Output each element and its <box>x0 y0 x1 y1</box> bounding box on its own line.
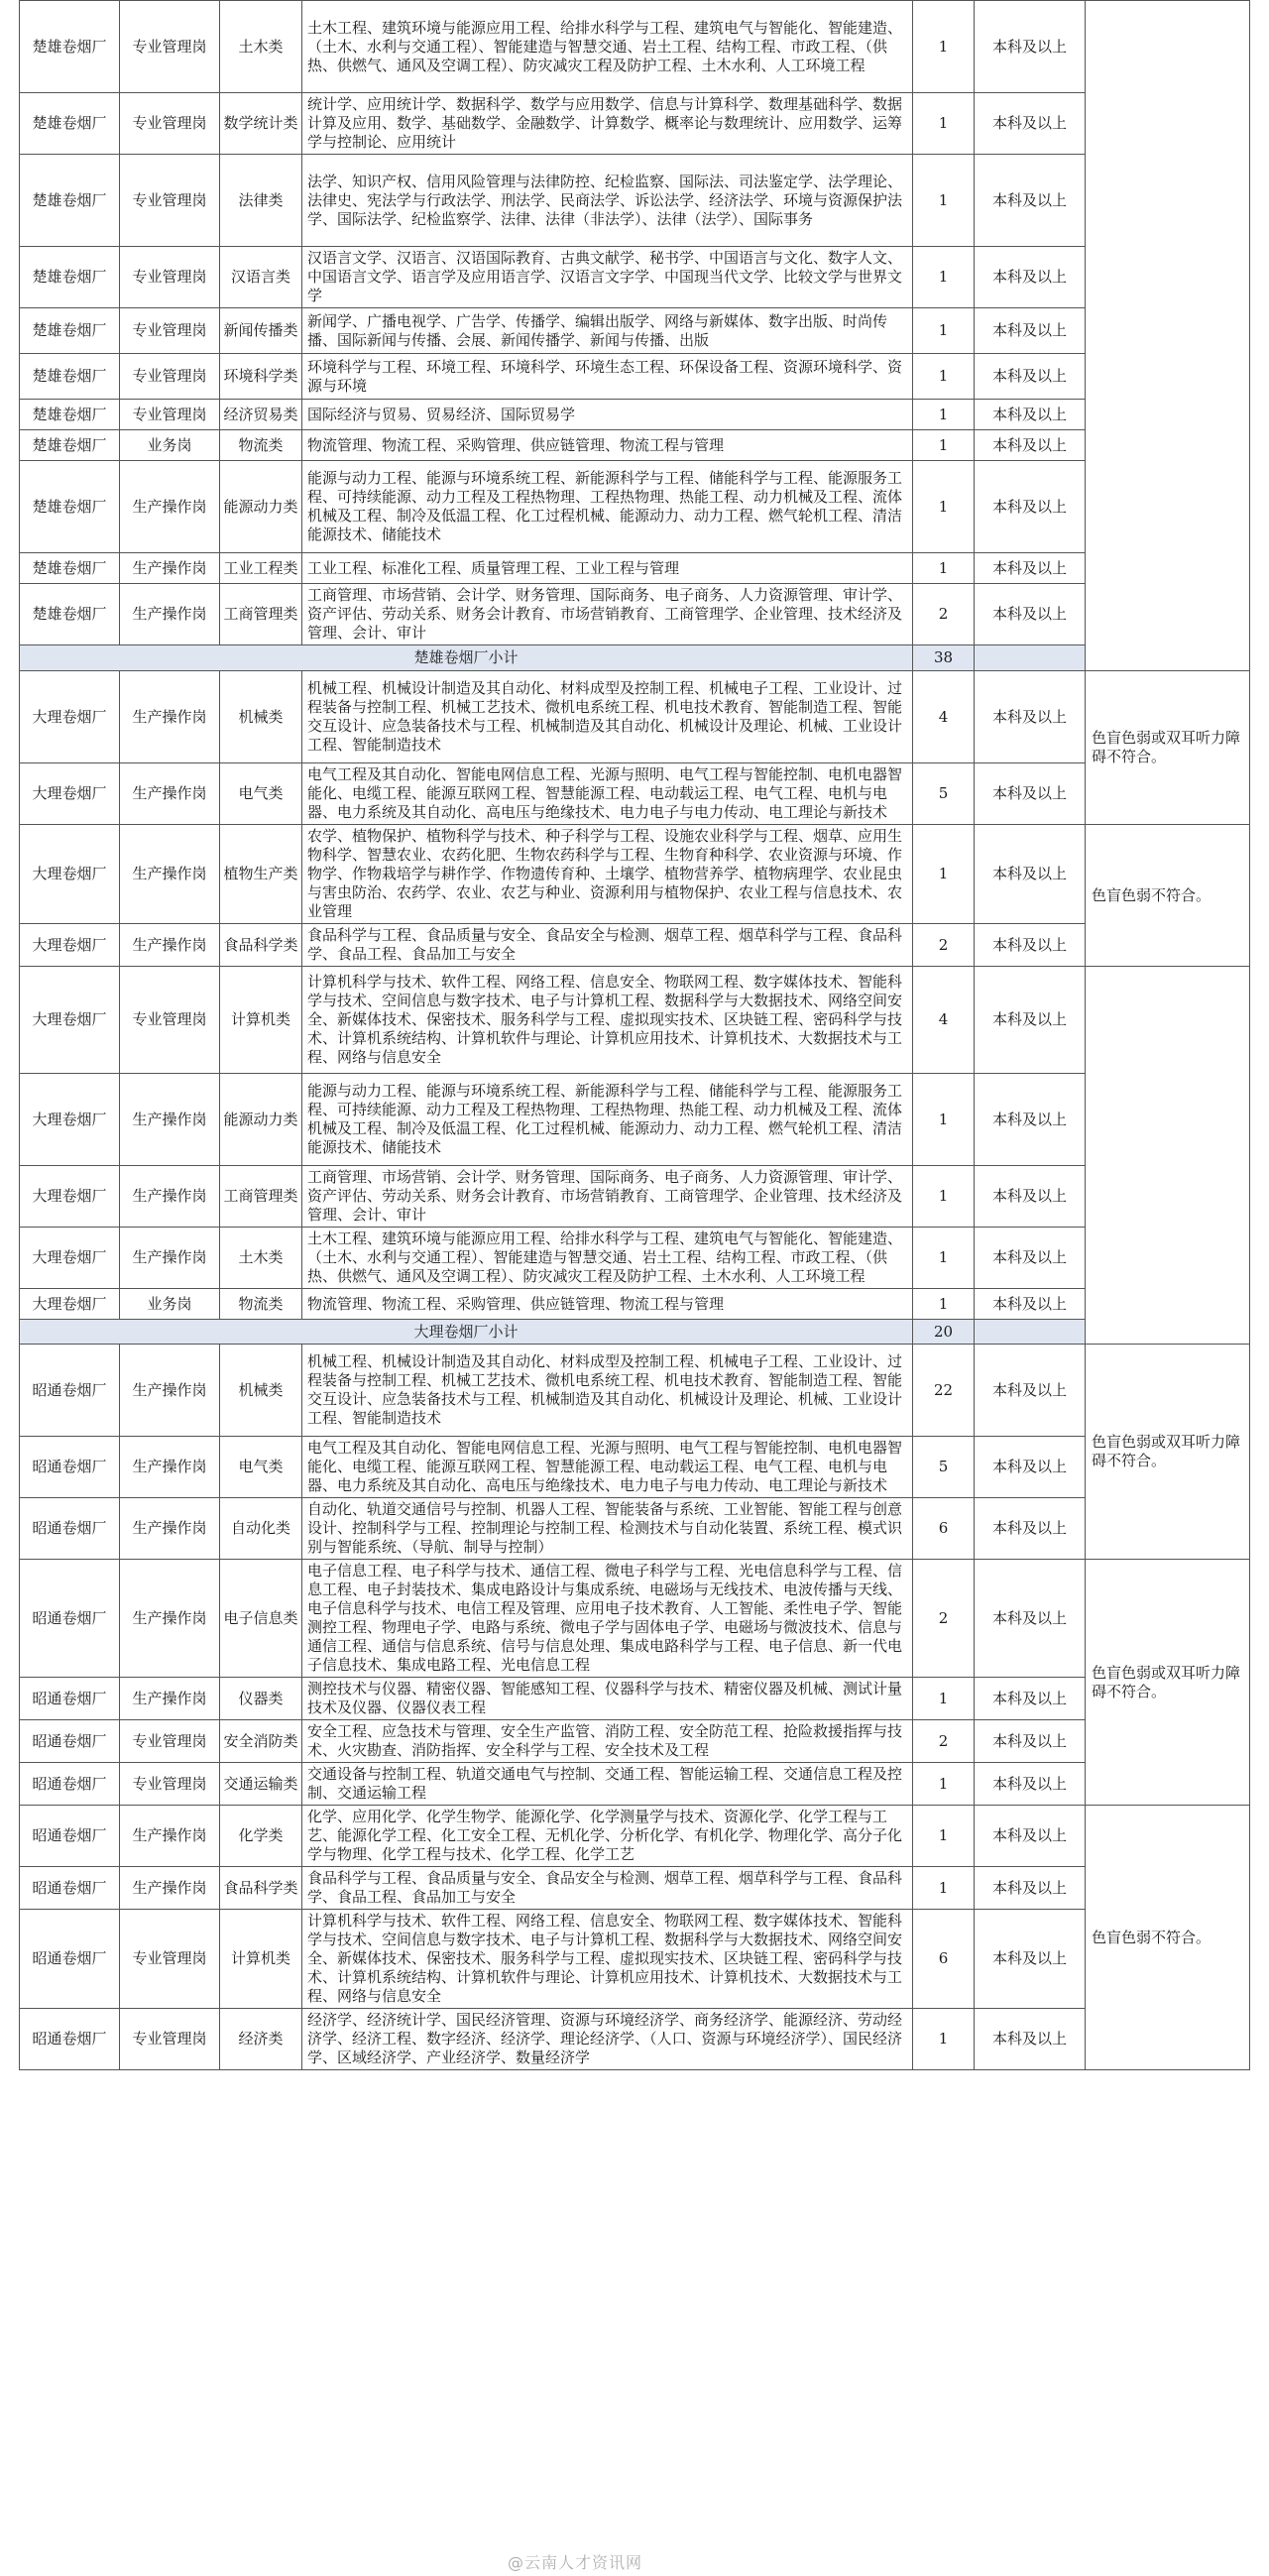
majors-cell: 能源与动力工程、能源与环境系统工程、新能源科学与工程、储能科学与工程、能源服务工程、可持续能源、动力工程及工程热物理、工程热物理、热能工程、动力机械及工程、流体机械及工程、制冷及低温工程、化工过程机械、能源动力、动力工程、燃气轮机工程、清洁能源技术、储能技术 <box>302 1074 913 1166</box>
category-cell: 植物生产类 <box>220 825 302 924</box>
notes-cell: 色盲色弱不符合。 <box>1086 825 1250 967</box>
category-cell: 汉语言类 <box>220 247 302 308</box>
headcount-cell: 5 <box>913 763 975 825</box>
headcount-cell: 2 <box>913 584 975 645</box>
unit-cell: 楚雄卷烟厂 <box>20 1 120 93</box>
table-row <box>20 763 1250 825</box>
headcount-cell: 1 <box>913 93 975 155</box>
recruitment-table-sheet <box>19 0 1249 2070</box>
category-cell: 电气类 <box>220 763 302 825</box>
majors-cell: 农学、植物保护、植物科学与技术、种子科学与工程、设施农业科学与工程、烟草、应用生物科学、智慧农业、农药化肥、生物农药科学与工程、生物育种科学、农业资源与环境、作物学、作物栽培学与耕作学、作物遗传育种、土壤学、植物营养学、植物病理学、农业昆虫与害虫防治、农药学、农业、农艺与种业、资源利用与植物保护、农业工程与信息技术、农业管理 <box>302 825 913 924</box>
subtotal-empty-cell <box>975 1320 1086 1345</box>
unit-cell: 昭通卷烟厂 <box>20 1806 120 1867</box>
headcount-cell: 4 <box>913 967 975 1074</box>
education-cell: 本科及以上 <box>975 967 1086 1074</box>
majors-cell: 统计学、应用统计学、数据科学、数学与应用数学、信息与计算科学、数理基础科学、数据计算及应用、数学、基础数学、金融数学、计算数学、概率论与数理统计、应用数学、运筹学与控制论、应用统计 <box>302 93 913 155</box>
post-cell: 专业管理岗 <box>120 1763 220 1806</box>
post-cell: 生产操作岗 <box>120 1560 220 1678</box>
majors-cell: 物流管理、物流工程、采购管理、供应链管理、物流工程与管理 <box>302 430 913 461</box>
education-cell: 本科及以上 <box>975 461 1086 553</box>
category-cell: 环境科学类 <box>220 354 302 400</box>
unit-cell: 昭通卷烟厂 <box>20 1867 120 1910</box>
category-cell: 物流类 <box>220 1289 302 1320</box>
unit-cell: 楚雄卷烟厂 <box>20 155 120 247</box>
post-cell: 专业管理岗 <box>120 1720 220 1763</box>
notes-cell <box>1086 1 1250 671</box>
table-row <box>20 1166 1250 1228</box>
subtotal-label: 大理卷烟厂小计 <box>20 1320 913 1345</box>
headcount-cell: 4 <box>913 671 975 763</box>
category-cell: 物流类 <box>220 430 302 461</box>
notes-cell: 色盲色弱或双耳听力障碍不符合。 <box>1086 671 1250 825</box>
post-cell: 专业管理岗 <box>120 247 220 308</box>
majors-cell: 计算机科学与技术、软件工程、网络工程、信息安全、物联网工程、数字媒体技术、智能科学与技术、空间信息与数字技术、电子与计算机工程、数据科学与大数据技术、网络空间安全、新媒体技术、保密技术、服务科学与工程、虚拟现实技术、区块链工程、密码科学与技术、计算机系统结构、计算机软件与理论、计算机应用技术、计算机技术、大数据技术与工程、网络与信息安全 <box>302 1910 913 2009</box>
notes-cell: 色盲色弱或双耳听力障碍不符合。 <box>1086 1345 1250 1560</box>
majors-cell: 工业工程、标准化工程、质量管理工程、工业工程与管理 <box>302 553 913 584</box>
education-cell: 本科及以上 <box>975 430 1086 461</box>
education-cell: 本科及以上 <box>975 354 1086 400</box>
unit-cell: 昭通卷烟厂 <box>20 1910 120 2009</box>
category-cell: 计算机类 <box>220 967 302 1074</box>
education-cell: 本科及以上 <box>975 1228 1086 1289</box>
post-cell: 专业管理岗 <box>120 967 220 1074</box>
recruitment-table <box>19 0 1250 2070</box>
headcount-cell: 6 <box>913 1498 975 1560</box>
majors-cell: 环境科学与工程、环境工程、环境科学、环境生态工程、环保设备工程、资源环境科学、资源与环境 <box>302 354 913 400</box>
headcount-cell: 1 <box>913 1763 975 1806</box>
recruitment-table-body <box>20 1 1250 2070</box>
subtotal-label: 楚雄卷烟厂小计 <box>20 645 913 671</box>
table-row <box>20 308 1250 354</box>
watermark-text: @云南人才资讯网 <box>508 2553 643 2572</box>
post-cell: 生产操作岗 <box>120 671 220 763</box>
headcount-cell: 1 <box>913 354 975 400</box>
education-cell: 本科及以上 <box>975 247 1086 308</box>
majors-cell: 食品科学与工程、食品质量与安全、食品安全与检测、烟草工程、烟草科学与工程、食品科学、食品工程、食品加工与安全 <box>302 924 913 967</box>
unit-cell: 大理卷烟厂 <box>20 1166 120 1228</box>
education-cell: 本科及以上 <box>975 1763 1086 1806</box>
education-cell: 本科及以上 <box>975 1345 1086 1437</box>
education-cell: 本科及以上 <box>975 1910 1086 2009</box>
headcount-cell: 1 <box>913 825 975 924</box>
table-row <box>20 967 1250 1074</box>
category-cell: 数学统计类 <box>220 93 302 155</box>
table-row <box>20 1678 1250 1720</box>
table-row <box>20 1289 1250 1320</box>
education-cell: 本科及以上 <box>975 924 1086 967</box>
majors-cell: 自动化、轨道交通信号与控制、机器人工程、智能装备与系统、工业智能、智能工程与创意设计、控制科学与工程、控制理论与控制工程、检测技术与自动化装置、系统工程、模式识别与智能系统、（导航、制导与控制） <box>302 1498 913 1560</box>
majors-cell: 食品科学与工程、食品质量与安全、食品安全与检测、烟草工程、烟草科学与工程、食品科学、食品工程、食品加工与安全 <box>302 1867 913 1910</box>
headcount-cell: 1 <box>913 1166 975 1228</box>
education-cell: 本科及以上 <box>975 1289 1086 1320</box>
education-cell: 本科及以上 <box>975 93 1086 155</box>
table-row <box>20 400 1250 430</box>
majors-cell: 土木工程、建筑环境与能源应用工程、给排水科学与工程、建筑电气与智能化、智能建造、（土木、水利与交通工程）、智能建造与智慧交通、岩土工程、结构工程、市政工程、（供热、供燃气、通风及空调工程）、防灾减灾工程及防护工程、土木水利、人工环境工程 <box>302 1 913 93</box>
majors-cell: 物流管理、物流工程、采购管理、供应链管理、物流工程与管理 <box>302 1289 913 1320</box>
education-cell: 本科及以上 <box>975 308 1086 354</box>
headcount-cell: 1 <box>913 1228 975 1289</box>
subtotal-empty-cell <box>975 645 1086 671</box>
post-cell: 生产操作岗 <box>120 1867 220 1910</box>
education-cell: 本科及以上 <box>975 1560 1086 1678</box>
category-cell: 经济类 <box>220 2009 302 2070</box>
post-cell: 生产操作岗 <box>120 1228 220 1289</box>
post-cell: 专业管理岗 <box>120 1 220 93</box>
education-cell: 本科及以上 <box>975 155 1086 247</box>
education-cell: 本科及以上 <box>975 671 1086 763</box>
category-cell: 仪器类 <box>220 1678 302 1720</box>
unit-cell: 楚雄卷烟厂 <box>20 247 120 308</box>
post-cell: 生产操作岗 <box>120 1437 220 1498</box>
table-row <box>20 1806 1250 1867</box>
subtotal-count: 38 <box>913 645 975 671</box>
subtotal-row <box>20 1320 1250 1345</box>
subtotal-row <box>20 645 1250 671</box>
headcount-cell: 2 <box>913 1720 975 1763</box>
unit-cell: 楚雄卷烟厂 <box>20 553 120 584</box>
headcount-cell: 1 <box>913 1806 975 1867</box>
post-cell: 专业管理岗 <box>120 308 220 354</box>
category-cell: 工商管理类 <box>220 584 302 645</box>
table-row <box>20 825 1250 924</box>
headcount-cell: 2 <box>913 1560 975 1678</box>
headcount-cell: 1 <box>913 247 975 308</box>
unit-cell: 昭通卷烟厂 <box>20 1560 120 1678</box>
unit-cell: 大理卷烟厂 <box>20 1289 120 1320</box>
category-cell: 土木类 <box>220 1 302 93</box>
category-cell: 计算机类 <box>220 1910 302 2009</box>
education-cell: 本科及以上 <box>975 763 1086 825</box>
category-cell: 工业工程类 <box>220 553 302 584</box>
table-row <box>20 1910 1250 2009</box>
education-cell: 本科及以上 <box>975 1437 1086 1498</box>
category-cell: 能源动力类 <box>220 1074 302 1166</box>
table-row <box>20 1345 1250 1437</box>
post-cell: 专业管理岗 <box>120 354 220 400</box>
table-row <box>20 430 1250 461</box>
unit-cell: 大理卷烟厂 <box>20 1074 120 1166</box>
education-cell: 本科及以上 <box>975 2009 1086 2070</box>
category-cell: 新闻传播类 <box>220 308 302 354</box>
table-row <box>20 553 1250 584</box>
post-cell: 生产操作岗 <box>120 1678 220 1720</box>
unit-cell: 昭通卷烟厂 <box>20 1678 120 1720</box>
unit-cell: 大理卷烟厂 <box>20 924 120 967</box>
table-row <box>20 461 1250 553</box>
education-cell: 本科及以上 <box>975 1498 1086 1560</box>
unit-cell: 楚雄卷烟厂 <box>20 354 120 400</box>
post-cell: 生产操作岗 <box>120 461 220 553</box>
post-cell: 生产操作岗 <box>120 924 220 967</box>
headcount-cell: 1 <box>913 2009 975 2070</box>
headcount-cell: 1 <box>913 1678 975 1720</box>
majors-cell: 测控技术与仪器、精密仪器、智能感知工程、仪器科学与技术、精密仪器及机械、测试计量技术及仪器、仪器仪表工程 <box>302 1678 913 1720</box>
post-cell: 专业管理岗 <box>120 400 220 430</box>
unit-cell: 大理卷烟厂 <box>20 967 120 1074</box>
post-cell: 专业管理岗 <box>120 93 220 155</box>
table-row <box>20 1 1250 93</box>
majors-cell: 汉语言文学、汉语言、汉语国际教育、古典文献学、秘书学、中国语言与文化、数字人文、中国语言文学、语言学及应用语言学、汉语言文字学、中国现当代文学、比较文学与世界文学 <box>302 247 913 308</box>
post-cell: 生产操作岗 <box>120 1498 220 1560</box>
category-cell: 机械类 <box>220 1345 302 1437</box>
unit-cell: 楚雄卷烟厂 <box>20 93 120 155</box>
post-cell: 生产操作岗 <box>120 584 220 645</box>
unit-cell: 楚雄卷烟厂 <box>20 584 120 645</box>
post-cell: 生产操作岗 <box>120 825 220 924</box>
education-cell: 本科及以上 <box>975 1806 1086 1867</box>
education-cell: 本科及以上 <box>975 584 1086 645</box>
notes-cell: 色盲色弱或双耳听力障碍不符合。 <box>1086 1560 1250 1806</box>
headcount-cell: 22 <box>913 1345 975 1437</box>
majors-cell: 机械工程、机械设计制造及其自动化、材料成型及控制工程、机械电子工程、工业设计、过程装备与控制工程、机械工艺技术、微机电系统工程、机电技术教育、智能制造工程、智能交互设计、应急装备技术与工程、机械制造及其自动化、机械设计及理论、机械、工业设计工程、智能制造技术 <box>302 1345 913 1437</box>
headcount-cell: 1 <box>913 553 975 584</box>
education-cell: 本科及以上 <box>975 1720 1086 1763</box>
category-cell: 电子信息类 <box>220 1560 302 1678</box>
post-cell: 业务岗 <box>120 1289 220 1320</box>
category-cell: 安全消防类 <box>220 1720 302 1763</box>
majors-cell: 电子信息工程、电子科学与技术、通信工程、微电子科学与工程、光电信息科学与工程、信息工程、电子封装技术、集成电路设计与集成系统、电磁场与无线技术、电波传播与天线、电子信息科学与技术、电信工程及管理、应用电子技术教育、人工智能、柔性电子学、智能测控工程、物理电子学、电路与系统、微电子学与固体电子学、电磁场与微波技术、信息与通信工程、通信与信息系统、信号与信息处理、集成电路科学与工程、电子信息、新一代电子信息技术、集成电路工程、光电信息工程 <box>302 1560 913 1678</box>
unit-cell: 昭通卷烟厂 <box>20 1498 120 1560</box>
category-cell: 能源动力类 <box>220 461 302 553</box>
education-cell: 本科及以上 <box>975 825 1086 924</box>
category-cell: 电气类 <box>220 1437 302 1498</box>
headcount-cell: 1 <box>913 155 975 247</box>
table-row <box>20 1437 1250 1498</box>
education-cell: 本科及以上 <box>975 1867 1086 1910</box>
majors-cell: 国际经济与贸易、贸易经济、国际贸易学 <box>302 400 913 430</box>
unit-cell: 昭通卷烟厂 <box>20 1345 120 1437</box>
category-cell: 化学类 <box>220 1806 302 1867</box>
post-cell: 生产操作岗 <box>120 1345 220 1437</box>
unit-cell: 大理卷烟厂 <box>20 1228 120 1289</box>
notes-cell: 色盲色弱不符合。 <box>1086 1806 1250 2070</box>
post-cell: 生产操作岗 <box>120 553 220 584</box>
headcount-cell: 1 <box>913 1074 975 1166</box>
category-cell: 土木类 <box>220 1228 302 1289</box>
table-row <box>20 1228 1250 1289</box>
majors-cell: 安全工程、应急技术与管理、安全生产监管、消防工程、安全防范工程、抢险救援指挥与技术、火灾勘查、消防指挥、安全科学与工程、安全技术及工程 <box>302 1720 913 1763</box>
table-row <box>20 671 1250 763</box>
category-cell: 食品科学类 <box>220 924 302 967</box>
category-cell: 工商管理类 <box>220 1166 302 1228</box>
majors-cell: 电气工程及其自动化、智能电网信息工程、光源与照明、电气工程与智能控制、电机电器智能化、电缆工程、能源互联网工程、智慧能源工程、电动载运工程、电气工程、电机与电器、电力系统及其自动化、高电压与绝缘技术、电力电子与电力传动、电工理论与新技术 <box>302 763 913 825</box>
headcount-cell: 5 <box>913 1437 975 1498</box>
headcount-cell: 1 <box>913 400 975 430</box>
unit-cell: 大理卷烟厂 <box>20 825 120 924</box>
table-row <box>20 2009 1250 2070</box>
unit-cell: 楚雄卷烟厂 <box>20 308 120 354</box>
unit-cell: 楚雄卷烟厂 <box>20 461 120 553</box>
category-cell: 交通运输类 <box>220 1763 302 1806</box>
category-cell: 法律类 <box>220 155 302 247</box>
post-cell: 业务岗 <box>120 430 220 461</box>
majors-cell: 工商管理、市场营销、会计学、财务管理、国际商务、电子商务、人力资源管理、审计学、资产评估、劳动关系、财务会计教育、市场营销教育、工商管理学、企业管理、技术经济及管理、会计、审计 <box>302 584 913 645</box>
category-cell: 食品科学类 <box>220 1867 302 1910</box>
table-row <box>20 1867 1250 1910</box>
table-row <box>20 247 1250 308</box>
majors-cell: 经济学、经济统计学、国民经济管理、资源与环境经济学、商务经济学、能源经济、劳动经济学、经济工程、数字经济、经济学、理论经济学、（人口、资源与环境经济学）、国民经济学、区域经济学、产业经济学、数量经济学 <box>302 2009 913 2070</box>
post-cell: 生产操作岗 <box>120 1166 220 1228</box>
majors-cell: 法学、知识产权、信用风险管理与法律防控、纪检监察、国际法、司法鉴定学、法学理论、法律史、宪法学与行政法学、刑法学、民商法学、诉讼法学、经济法学、环境与资源保护法学、国际法学、纪检监察学、法律、法律（非法学）、法律（法学）、国际事务 <box>302 155 913 247</box>
unit-cell: 昭通卷烟厂 <box>20 1720 120 1763</box>
unit-cell: 楚雄卷烟厂 <box>20 400 120 430</box>
table-row <box>20 1720 1250 1763</box>
education-cell: 本科及以上 <box>975 1166 1086 1228</box>
headcount-cell: 1 <box>913 461 975 553</box>
unit-cell: 昭通卷烟厂 <box>20 2009 120 2070</box>
table-row <box>20 1560 1250 1678</box>
category-cell: 自动化类 <box>220 1498 302 1560</box>
headcount-cell: 1 <box>913 430 975 461</box>
table-row <box>20 1498 1250 1560</box>
unit-cell: 昭通卷烟厂 <box>20 1763 120 1806</box>
headcount-cell: 1 <box>913 1 975 93</box>
subtotal-count: 20 <box>913 1320 975 1345</box>
post-cell: 专业管理岗 <box>120 1910 220 2009</box>
post-cell: 专业管理岗 <box>120 155 220 247</box>
majors-cell: 机械工程、机械设计制造及其自动化、材料成型及控制工程、机械电子工程、工业设计、过程装备与控制工程、机械工艺技术、微机电系统工程、机电技术教育、智能制造工程、智能交互设计、应急装备技术与工程、机械制造及其自动化、机械设计及理论、机械、工业设计工程、智能制造技术 <box>302 671 913 763</box>
education-cell: 本科及以上 <box>975 1678 1086 1720</box>
category-cell: 经济贸易类 <box>220 400 302 430</box>
headcount-cell: 2 <box>913 924 975 967</box>
majors-cell: 电气工程及其自动化、智能电网信息工程、光源与照明、电气工程与智能控制、电机电器智能化、电缆工程、能源互联网工程、智慧能源工程、电动载运工程、电气工程、电机与电器、电力系统及其自动化、高电压与绝缘技术、电力电子与电力传动、电工理论与新技术 <box>302 1437 913 1498</box>
table-row <box>20 584 1250 645</box>
unit-cell: 大理卷烟厂 <box>20 671 120 763</box>
education-cell: 本科及以上 <box>975 553 1086 584</box>
post-cell: 生产操作岗 <box>120 1806 220 1867</box>
headcount-cell: 6 <box>913 1910 975 2009</box>
headcount-cell: 1 <box>913 1867 975 1910</box>
headcount-cell: 1 <box>913 1289 975 1320</box>
post-cell: 生产操作岗 <box>120 763 220 825</box>
education-cell: 本科及以上 <box>975 1074 1086 1166</box>
majors-cell: 能源与动力工程、能源与环境系统工程、新能源科学与工程、储能科学与工程、能源服务工程、可持续能源、动力工程及工程热物理、工程热物理、热能工程、动力机械及工程、流体机械及工程、制冷及低温工程、化工过程机械、能源动力、动力工程、燃气轮机工程、清洁能源技术、储能技术 <box>302 461 913 553</box>
table-row <box>20 155 1250 247</box>
education-cell: 本科及以上 <box>975 1 1086 93</box>
table-row <box>20 924 1250 967</box>
majors-cell: 计算机科学与技术、软件工程、网络工程、信息安全、物联网工程、数字媒体技术、智能科学与技术、空间信息与数字技术、电子与计算机工程、数据科学与大数据技术、网络空间安全、新媒体技术、保密技术、服务科学与工程、虚拟现实技术、区块链工程、密码科学与技术、计算机系统结构、计算机软件与理论、计算机应用技术、计算机技术、大数据技术与工程、网络与信息安全 <box>302 967 913 1074</box>
majors-cell: 新闻学、广播电视学、广告学、传播学、编辑出版学、网络与新媒体、数字出版、时尚传播、国际新闻与传播、会展、新闻传播学、新闻与传播、出版 <box>302 308 913 354</box>
category-cell: 机械类 <box>220 671 302 763</box>
unit-cell: 楚雄卷烟厂 <box>20 430 120 461</box>
majors-cell: 交通设备与控制工程、轨道交通电气与控制、交通工程、智能运输工程、交通信息工程及控制、交通运输工程 <box>302 1763 913 1806</box>
notes-cell <box>1086 967 1250 1345</box>
post-cell: 专业管理岗 <box>120 2009 220 2070</box>
table-row <box>20 93 1250 155</box>
headcount-cell: 1 <box>913 308 975 354</box>
table-row <box>20 354 1250 400</box>
unit-cell: 昭通卷烟厂 <box>20 1437 120 1498</box>
unit-cell: 大理卷烟厂 <box>20 763 120 825</box>
majors-cell: 化学、应用化学、化学生物学、能源化学、化学测量学与技术、资源化学、化学工程与工艺、能源化学工程、化工安全工程、无机化学、分析化学、有机化学、物理化学、高分子化学与物理、化学工程与技术、化学工程、化学工艺 <box>302 1806 913 1867</box>
majors-cell: 工商管理、市场营销、会计学、财务管理、国际商务、电子商务、人力资源管理、审计学、资产评估、劳动关系、财务会计教育、市场营销教育、工商管理学、企业管理、技术经济及管理、会计、审计 <box>302 1166 913 1228</box>
post-cell: 生产操作岗 <box>120 1074 220 1166</box>
table-row <box>20 1763 1250 1806</box>
education-cell: 本科及以上 <box>975 400 1086 430</box>
majors-cell: 土木工程、建筑环境与能源应用工程、给排水科学与工程、建筑电气与智能化、智能建造、（土木、水利与交通工程）、智能建造与智慧交通、岩土工程、结构工程、市政工程、（供热、供燃气、通风及空调工程）、防灾减灾工程及防护工程、土木水利、人工环境工程 <box>302 1228 913 1289</box>
table-row <box>20 1074 1250 1166</box>
